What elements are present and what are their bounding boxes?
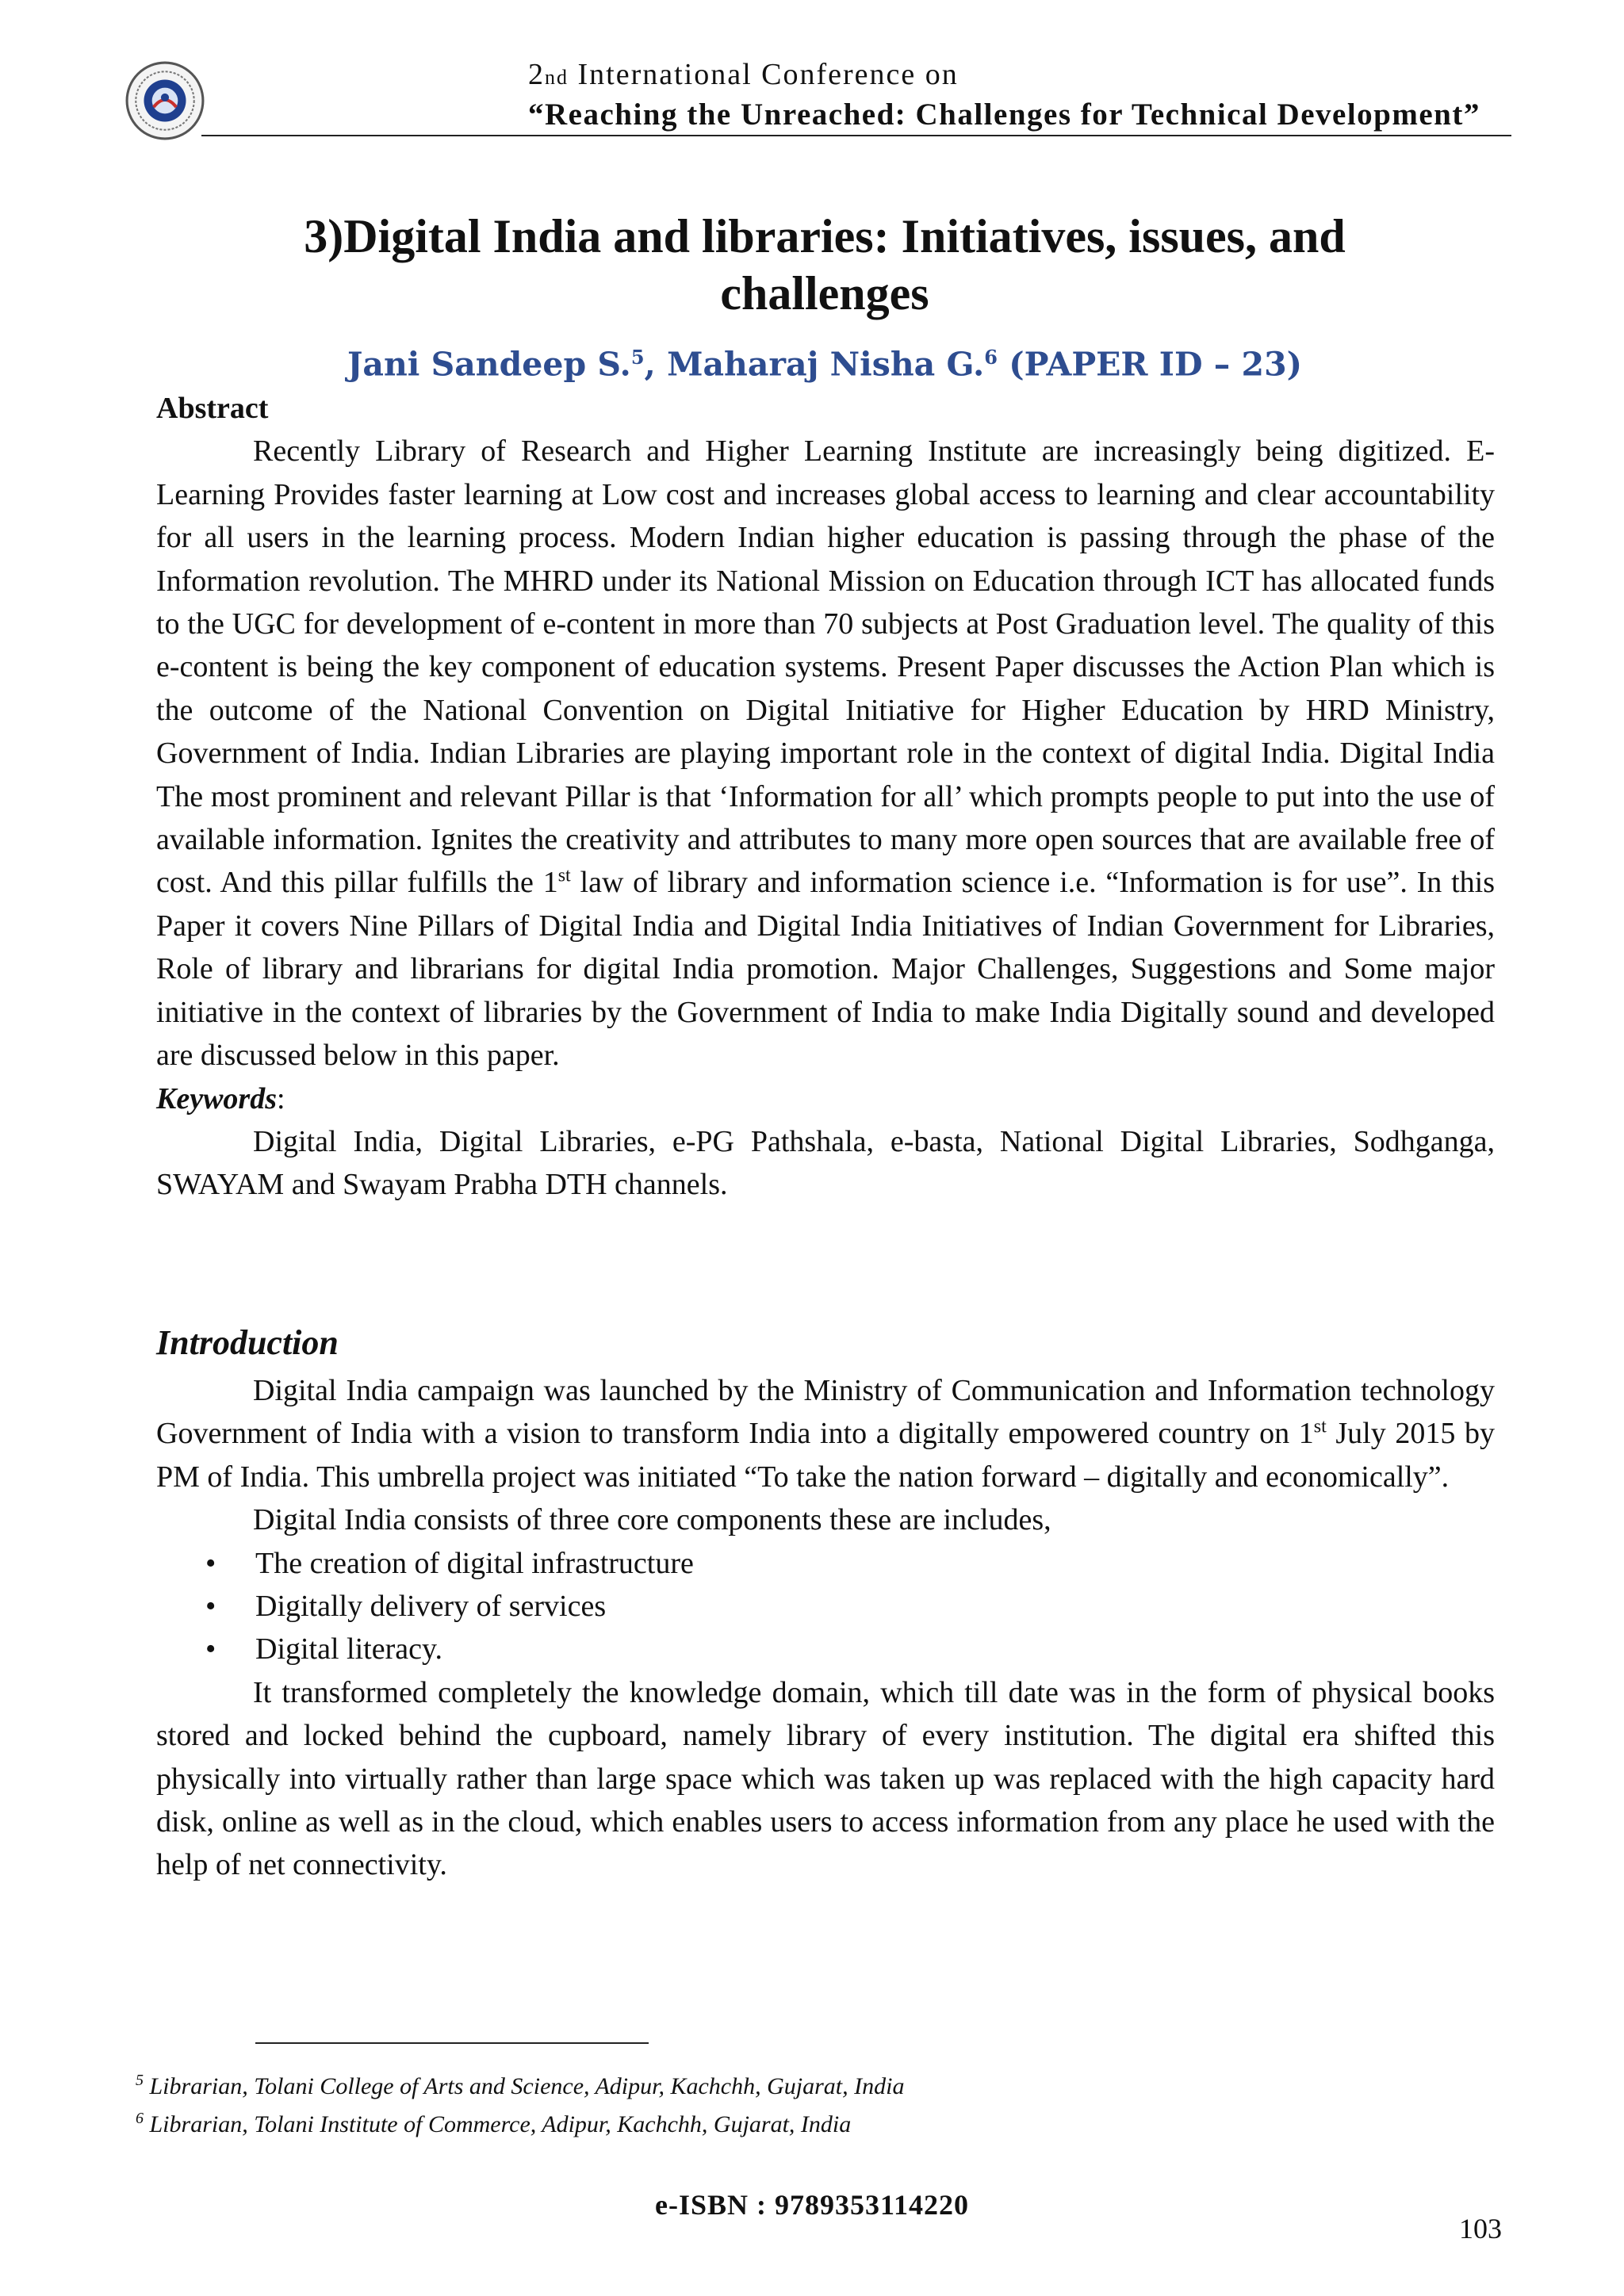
conference-header	[528, 55, 1511, 133]
paper-title: 3)Digital India and libraries: Initiatives, issues, and challenges	[304, 210, 1346, 320]
conference-title: “Reaching the Unreached: Challenges for Technical Development”	[528, 98, 1480, 132]
isbn-footer: e-ISBN : 9789353114220	[654, 2189, 969, 2221]
page-number: 103	[1459, 2213, 1502, 2244]
footnotes	[136, 2064, 904, 2141]
abstract-heading: Abstract	[156, 392, 269, 425]
list-item: • Digital literacy.	[156, 1628, 1495, 1670]
footnote-6: $^6$ Librarian, Tolani Institute of Commerce, Adipur, Kachchh, Gujarat, India	[136, 2110, 852, 2137]
abstract-section	[156, 387, 1495, 1207]
introduction-paragraph-3: It transformed completely the knowledge domain, which till date was in the form of physical books stored and locked behind the cupboard, namely library of every institution. The digital era shifted this physically into virtually rather than large space which was taken up was replaced with the high capacity hard disk, online as well as in the cloud, which enables users to access information from any place he used with the help of net connectivity.	[156, 1675, 1495, 1882]
abstract-paragraph: Recently Library of Research and Higher Learning Institute are increasingly being digitized. E-Learning Provides faster learning at Low cost and increases global access to learning and clear accountability for all users in the learning process. Modern Indian higher education is passing through the phase of the Information revolution. The MHRD under its National Mission on Education through ICT has allocated funds to the UGC for development of e-content in more than 70 subjects at Post Graduation level. The quality of this e-content is being the key component of education systems. Present Paper discusses the Action Plan which is the outcome of the National Convention on Digital Initiative for Higher Education by HRD Ministry, Government of India. Indian Libraries are playing important role in the context of digital India. Digital India The most prominent and relevant Pillar is that ‘Information for all’ which prompts people to put into the use of available information. Ignites the creativity and attributes to many more open sources that are available free of cost. And this pillar fulfills the 1st law of library and information science i.e. “Information is for use”. In this Paper it covers Nine Pillars of Digital India and Digital India Initiatives of Indian Government for Libraries, Role of library and librarians for digital India promotion. Major Challenges, Suggestions and Some major initiative in the context of libraries by the Government of India to make India Digitally sound and developed are discussed below in this paper.	[156, 434, 1496, 1073]
keywords-label: Keywords:	[156, 1081, 285, 1115]
introduction-paragraph-1: Digital India campaign was launched by the Ministry of Communication and Information technology Government of India with a vision to transform India into a digitally empowered country on 1st July 2015 by PM of India. This umbrella project was initiated “To take the nation forward – digitally and economically”.	[156, 1374, 1495, 1494]
list-item: • Digitally delivery of services	[156, 1585, 1495, 1628]
introduction-section	[156, 1369, 1495, 1887]
introduction-heading: Introduction	[156, 1323, 339, 1362]
conference-logo-icon	[124, 60, 205, 141]
keywords-list: Digital India, Digital Libraries, e-PG Pathshala, e-basta, National Digital Libraries, Sodhganga, SWAYAM and Swayam Prabha DTH channels.	[156, 1124, 1495, 1202]
list-item: • The creation of digital infrastructure	[156, 1542, 1495, 1585]
paper-authors: Jani Sandeep S.$^5$, Maharaj Nisha G.$^6$ (PAPER ID – 23)	[347, 345, 1302, 384]
introduction-paragraph-2: Digital India consists of three core components these are includes,	[253, 1503, 1051, 1537]
footnote-divider	[255, 2042, 649, 2044]
header-divider	[201, 135, 1511, 136]
conference-edition: 2nd International Conference on	[528, 58, 959, 91]
components-list	[156, 1542, 1495, 1671]
footnote-5: $^5$ Librarian, Tolani College of Arts and Science, Adipur, Kachchh, Gujarat, India	[136, 2072, 905, 2099]
